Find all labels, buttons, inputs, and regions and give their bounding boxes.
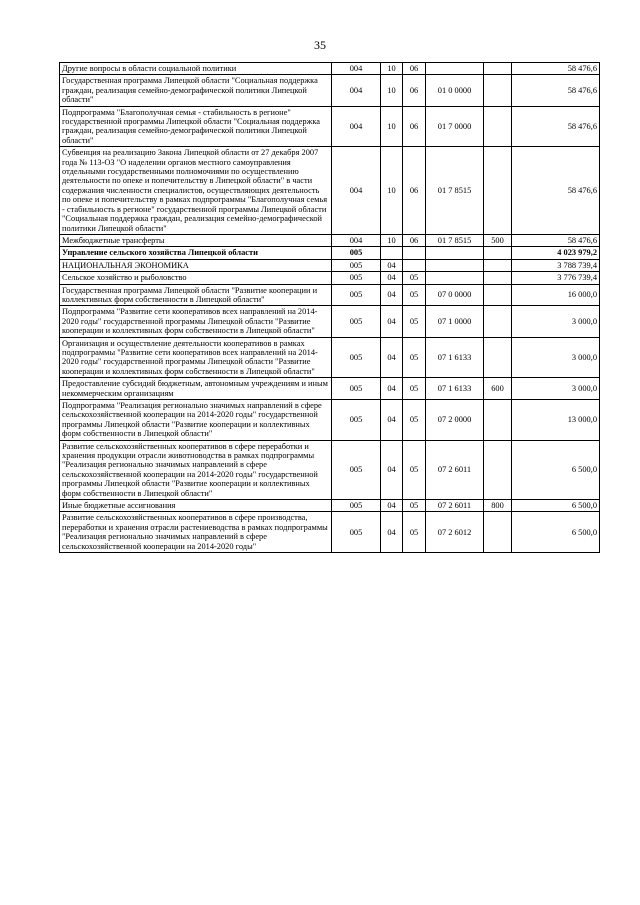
cell-section-code: 04 bbox=[381, 259, 403, 271]
cell-expense-type bbox=[484, 512, 512, 553]
cell-grbs-code: 005 bbox=[332, 440, 381, 499]
cell-name: Государственная программа Липецкой области "Развитие кооперации и коллективных форм собственности в Липецкой области" bbox=[60, 284, 332, 306]
cell-subsection-code: 05 bbox=[403, 512, 426, 553]
cell-section-code: 04 bbox=[381, 284, 403, 306]
cell-subsection-code: 06 bbox=[403, 63, 426, 75]
cell-grbs-code: 005 bbox=[332, 259, 381, 271]
cell-target-article: 07 2 6011 bbox=[426, 440, 484, 499]
cell-target-article: 07 1 0000 bbox=[426, 306, 484, 337]
table-row bbox=[60, 337, 600, 378]
cell-amount: 6 500,0 bbox=[512, 512, 600, 553]
cell-target-article bbox=[426, 259, 484, 271]
cell-expense-type bbox=[484, 106, 512, 147]
cell-section-code: 04 bbox=[381, 440, 403, 499]
cell-expense-type bbox=[484, 63, 512, 75]
cell-target-article bbox=[426, 247, 484, 259]
table-row bbox=[60, 284, 600, 306]
cell-subsection-code bbox=[403, 259, 426, 271]
cell-expense-type bbox=[484, 400, 512, 441]
cell-grbs-code: 005 bbox=[332, 400, 381, 441]
cell-section-code: 04 bbox=[381, 512, 403, 553]
cell-subsection-code: 05 bbox=[403, 440, 426, 499]
table-row bbox=[60, 106, 600, 147]
cell-name: Развитие сельскохозяйственных кооперативов в сфере производства, переработки и хранения отрасли растениеводства в рамках подпрограммы "Реализация регионально значимых направлений в сфере сельскохозяйственной кооперации на 2014-2020 годы" bbox=[60, 512, 332, 553]
cell-amount: 6 500,0 bbox=[512, 500, 600, 512]
cell-name: Предоставление субсидий бюджетным, автономным учреждениям и иным некоммерческим организациям bbox=[60, 378, 332, 400]
cell-name: Организация и осуществление деятельности кооперативов в рамках подпрограммы "Развитие сети кооперативов всех направлений на 2014-2020 годы" государственной программы Липецкой области "Развитие кооперации и коллективных форм собственности в Липецкой области" bbox=[60, 337, 332, 378]
cell-grbs-code: 004 bbox=[332, 63, 381, 75]
cell-amount: 3 000,0 bbox=[512, 337, 600, 378]
cell-name: Иные бюджетные ассигнования bbox=[60, 500, 332, 512]
table-row bbox=[60, 234, 600, 246]
cell-name: Другие вопросы в области социальной политики bbox=[60, 63, 332, 75]
cell-expense-type bbox=[484, 440, 512, 499]
cell-subsection-code: 05 bbox=[403, 306, 426, 337]
cell-grbs-code: 005 bbox=[332, 284, 381, 306]
cell-expense-type bbox=[484, 147, 512, 235]
cell-name: Управление сельского хозяйства Липецкой области bbox=[60, 247, 332, 259]
cell-target-article: 01 7 8515 bbox=[426, 147, 484, 235]
cell-grbs-code: 005 bbox=[332, 500, 381, 512]
cell-name: Межбюджетные трансферты bbox=[60, 234, 332, 246]
cell-amount: 58 476,6 bbox=[512, 75, 600, 106]
cell-amount: 13 000,0 bbox=[512, 400, 600, 441]
cell-name: Государственная программа Липецкой области "Социальная поддержка граждан, реализация семейно-демографической политики Липецкой области" bbox=[60, 75, 332, 106]
table-row bbox=[60, 500, 600, 512]
cell-subsection-code: 05 bbox=[403, 400, 426, 441]
cell-target-article: 01 7 0000 bbox=[426, 106, 484, 147]
cell-name: Сельское хозяйство и рыболовство bbox=[60, 272, 332, 284]
cell-target-article: 07 0 0000 bbox=[426, 284, 484, 306]
cell-expense-type bbox=[484, 306, 512, 337]
cell-amount: 3 000,0 bbox=[512, 306, 600, 337]
cell-grbs-code: 005 bbox=[332, 337, 381, 378]
cell-name: Подпрограмма "Реализация регионально значимых направлений в сфере сельскохозяйственной кооперации на 2014-2020 годы" государственной программы Липецкой области "Развитие кооперации и коллективных форм собственности в Липецкой области" bbox=[60, 400, 332, 441]
cell-target-article: 07 1 6133 bbox=[426, 378, 484, 400]
cell-amount: 58 476,6 bbox=[512, 147, 600, 235]
cell-amount: 3 000,0 bbox=[512, 378, 600, 400]
cell-expense-type: 600 bbox=[484, 378, 512, 400]
page-number: 35 bbox=[314, 38, 326, 52]
table-row bbox=[60, 247, 600, 259]
cell-subsection-code: 06 bbox=[403, 234, 426, 246]
cell-expense-type bbox=[484, 284, 512, 306]
cell-expense-type: 800 bbox=[484, 500, 512, 512]
cell-subsection-code: 06 bbox=[403, 106, 426, 147]
cell-subsection-code: 05 bbox=[403, 272, 426, 284]
table-row bbox=[60, 259, 600, 271]
cell-section-code: 04 bbox=[381, 272, 403, 284]
cell-section-code: 10 bbox=[381, 63, 403, 75]
cell-name: Подпрограмма "Развитие сети кооперативов всех направлений на 2014-2020 годы" государственной программы Липецкой области "Развитие кооперации и коллективных форм собственности в Липецкой области" bbox=[60, 306, 332, 337]
cell-amount: 58 476,6 bbox=[512, 234, 600, 246]
cell-amount: 4 023 979,2 bbox=[512, 247, 600, 259]
table-row bbox=[60, 272, 600, 284]
cell-section-code: 04 bbox=[381, 400, 403, 441]
cell-grbs-code: 004 bbox=[332, 75, 381, 106]
table-row bbox=[60, 306, 600, 337]
cell-grbs-code: 005 bbox=[332, 247, 381, 259]
budget-table-body bbox=[60, 63, 600, 553]
cell-section-code: 04 bbox=[381, 306, 403, 337]
cell-section-code: 10 bbox=[381, 106, 403, 147]
cell-subsection-code bbox=[403, 247, 426, 259]
cell-name: Развитие сельскохозяйственных кооперативов в сфере переработки и хранения продукции отрасли животноводства в рамках подпрограммы "Реализация регионально значимых направлений в сфере сельскохозяйственной кооперации на 2014-2020 годы" государственной программы Липецкой области "Развитие кооперации и коллективных форм собственности в Липецкой области" bbox=[60, 440, 332, 499]
cell-amount: 3 776 739,4 bbox=[512, 272, 600, 284]
cell-subsection-code: 05 bbox=[403, 500, 426, 512]
cell-amount: 6 500,0 bbox=[512, 440, 600, 499]
cell-amount: 58 476,6 bbox=[512, 63, 600, 75]
cell-amount: 58 476,6 bbox=[512, 106, 600, 147]
cell-section-code: 04 bbox=[381, 378, 403, 400]
cell-subsection-code: 05 bbox=[403, 337, 426, 378]
cell-expense-type bbox=[484, 75, 512, 106]
cell-subsection-code: 05 bbox=[403, 378, 426, 400]
cell-target-article: 07 1 6133 bbox=[426, 337, 484, 378]
cell-section-code: 10 bbox=[381, 234, 403, 246]
table-row bbox=[60, 400, 600, 441]
cell-expense-type bbox=[484, 247, 512, 259]
cell-target-article: 07 2 6012 bbox=[426, 512, 484, 553]
cell-target-article: 07 2 6011 bbox=[426, 500, 484, 512]
cell-expense-type bbox=[484, 337, 512, 378]
cell-grbs-code: 004 bbox=[332, 147, 381, 235]
cell-subsection-code: 06 bbox=[403, 75, 426, 106]
table-row bbox=[60, 440, 600, 499]
cell-grbs-code: 005 bbox=[332, 306, 381, 337]
cell-section-code: 04 bbox=[381, 337, 403, 378]
cell-section-code: 10 bbox=[381, 147, 403, 235]
cell-section-code: 04 bbox=[381, 500, 403, 512]
cell-amount: 3 788 739,4 bbox=[512, 259, 600, 271]
cell-amount: 16 000,0 bbox=[512, 284, 600, 306]
table-row bbox=[60, 147, 600, 235]
cell-target-article: 01 0 0000 bbox=[426, 75, 484, 106]
table-row bbox=[60, 512, 600, 553]
cell-name: НАЦИОНАЛЬНАЯ ЭКОНОМИКА bbox=[60, 259, 332, 271]
table-row bbox=[60, 75, 600, 106]
cell-grbs-code: 005 bbox=[332, 378, 381, 400]
cell-grbs-code: 005 bbox=[332, 512, 381, 553]
cell-section-code: 10 bbox=[381, 75, 403, 106]
cell-expense-type: 500 bbox=[484, 234, 512, 246]
cell-target-article: 07 2 0000 bbox=[426, 400, 484, 441]
cell-target-article bbox=[426, 63, 484, 75]
cell-expense-type bbox=[484, 259, 512, 271]
cell-subsection-code: 06 bbox=[403, 147, 426, 235]
cell-target-article: 01 7 8515 bbox=[426, 234, 484, 246]
cell-target-article bbox=[426, 272, 484, 284]
cell-section-code bbox=[381, 247, 403, 259]
cell-subsection-code: 05 bbox=[403, 284, 426, 306]
cell-grbs-code: 005 bbox=[332, 272, 381, 284]
cell-expense-type bbox=[484, 272, 512, 284]
table-row bbox=[60, 378, 600, 400]
cell-grbs-code: 004 bbox=[332, 106, 381, 147]
cell-name: Субвенция на реализацию Закона Липецкой области от 27 декабря 2007 года № 113-ОЗ "О наделении органов местного самоуправления отдельными государственными полномочиями по осуществлению деятельности по опеке и попечительству в Липецкой области" в части содержания численности специалистов, осуществляющих деятельность по опеке и попечительству в рамках подпрограммы "Благополучная семья - стабильность в регионе" государственной программы Липецкой области "Социальная поддержка граждан, реализация семейно-демографической политики Липецкой области" bbox=[60, 147, 332, 235]
cell-grbs-code: 004 bbox=[332, 234, 381, 246]
cell-name: Подпрограмма "Благополучная семья - стабильность в регионе" государственной программы Липецкой области "Социальная поддержка граждан, реализация семейно-демографической политики Липецкой области" bbox=[60, 106, 332, 147]
table-row bbox=[60, 63, 600, 75]
budget-table bbox=[59, 62, 600, 553]
